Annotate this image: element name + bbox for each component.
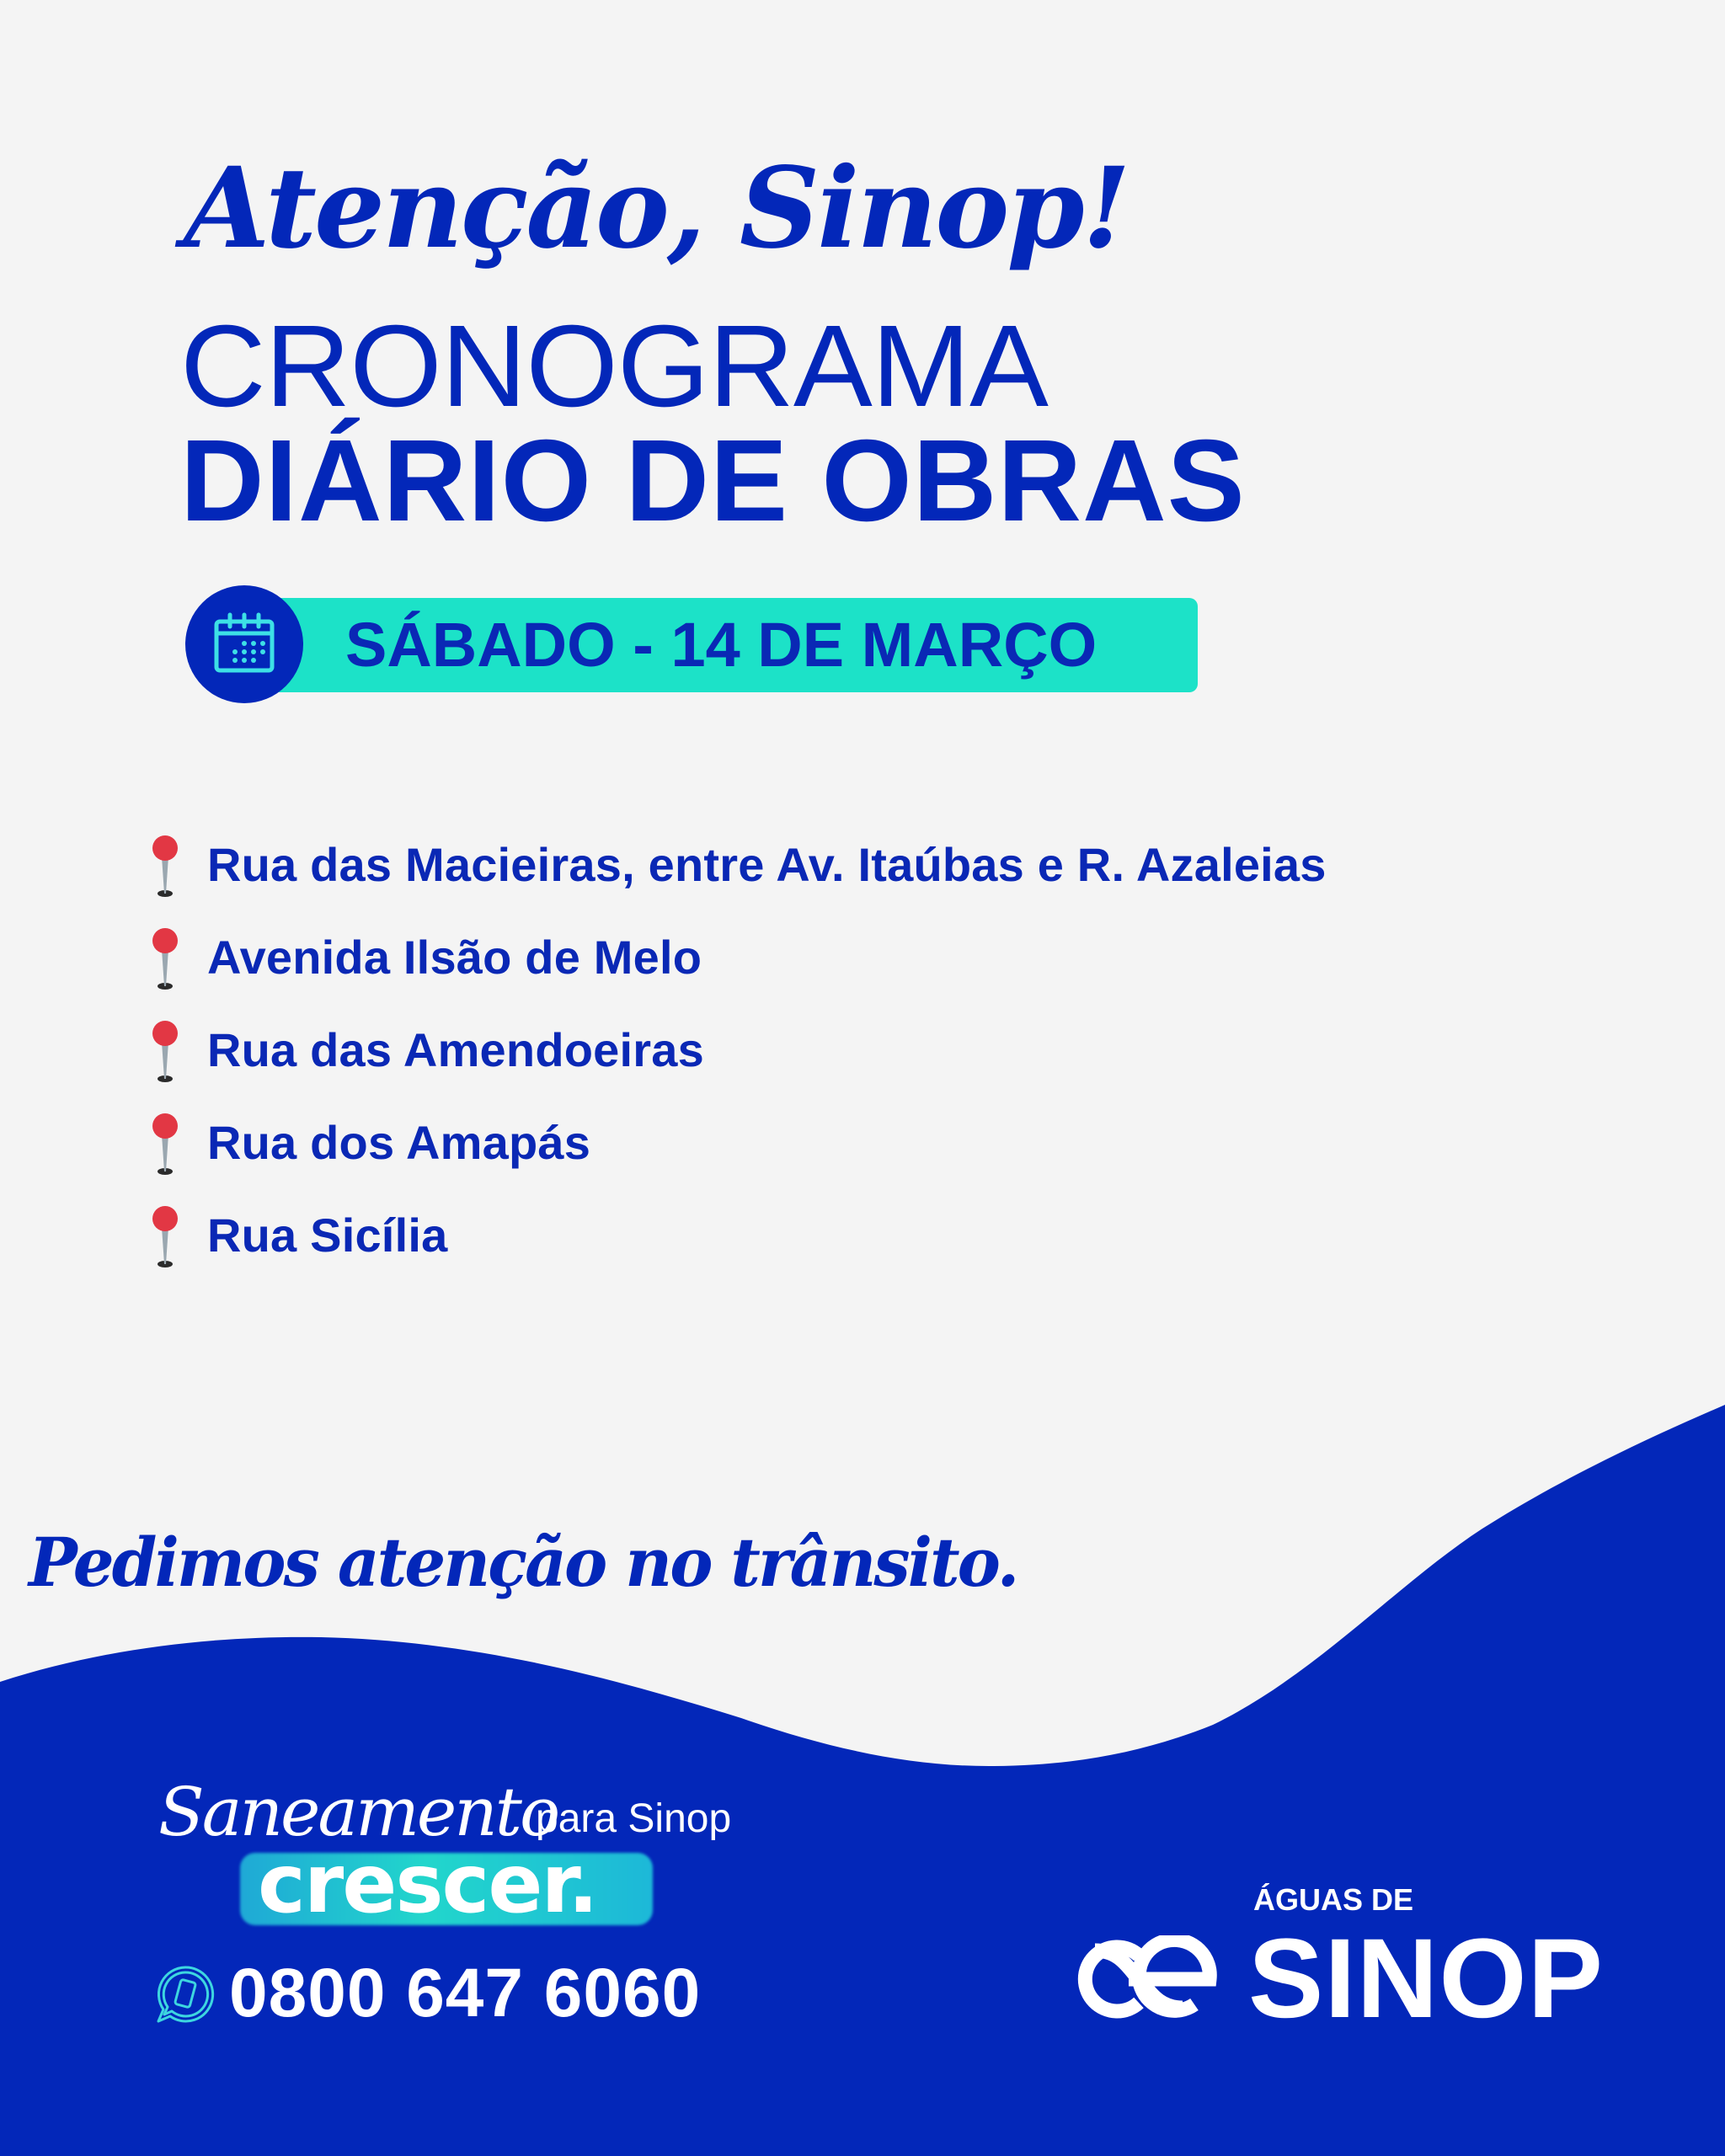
street-list xyxy=(142,819,1573,1282)
list-item xyxy=(142,1004,1573,1097)
logo-prefix: ÁGUAS DE xyxy=(1253,1882,1414,1917)
phone-number[interactable]: 0800 647 6060 xyxy=(229,1955,702,2031)
date-label: SÁBADO - 14 DE MARÇO xyxy=(345,610,1097,680)
greeting-heading: Atenção, Sinop! xyxy=(184,143,1129,274)
page-title-line1: CRONOGRAMA xyxy=(180,302,1048,431)
street-label: Rua dos Amapás xyxy=(207,1116,591,1169)
logo-name: SINOP xyxy=(1248,1916,1604,2041)
traffic-notice: Pedimos atenção no trânsito. xyxy=(29,1523,1017,1602)
calendar-icon xyxy=(206,606,282,682)
street-label: Rua Sicília xyxy=(207,1209,448,1262)
calendar-icon-badge xyxy=(185,585,303,703)
list-item xyxy=(142,1097,1573,1189)
round-pushpin-icon xyxy=(142,1017,189,1084)
round-pushpin-icon xyxy=(142,831,189,899)
list-item xyxy=(142,1189,1573,1282)
campaign-word-saneamento: Saneamento xyxy=(158,1773,558,1851)
street-label: Rua das Amendoeiras xyxy=(207,1023,704,1076)
round-pushpin-icon xyxy=(142,1109,189,1177)
list-item xyxy=(142,911,1573,1004)
campaign-word-para-sinop: para Sinop xyxy=(536,1796,732,1841)
page-title-line2: DIÁRIO DE OBRAS xyxy=(180,416,1246,546)
round-pushpin-icon xyxy=(142,1202,189,1269)
round-pushpin-icon xyxy=(142,924,189,991)
campaign-word-crescer: crescer. xyxy=(258,1837,597,1931)
list-item xyxy=(142,819,1573,911)
whatsapp-phone-icon xyxy=(153,1962,217,2026)
street-label: Avenida Ilsão de Melo xyxy=(207,931,702,984)
ae-logo-mark xyxy=(1044,1935,1221,2023)
street-label: Rua das Macieiras, entre Av. Itaúbas e R. Azaleias xyxy=(207,838,1327,891)
